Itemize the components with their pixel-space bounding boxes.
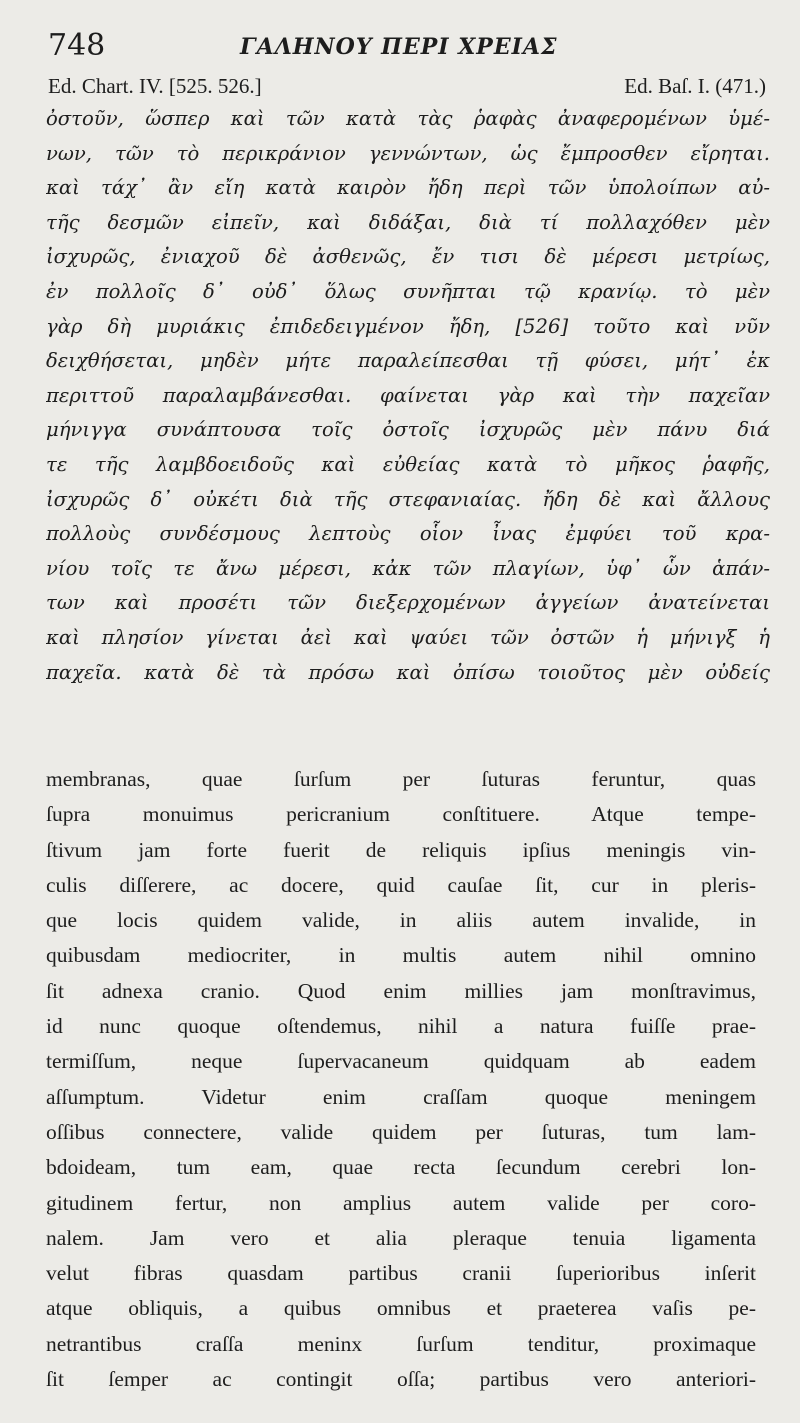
greek-text-line: ἐν πολλοῖς δ᾽ οὐδ᾽ ὅλως συνῆπται τῷ κρανίῳ. τὸ μὲν [46, 279, 770, 303]
page-number: 748 [48, 28, 106, 63]
latin-text-block [46, 762, 756, 1397]
greek-text-line: καὶ πλησίον γίνεται ἀεὶ καὶ ψαύει τῶν ὀστῶν ἡ μήνιγξ ἡ [46, 625, 770, 649]
greek-text-line: πολλοὺς συνδέσμους λεπτοὺς οἷον ἶνας ἐμφύει τοῦ κρα- [46, 522, 770, 546]
greek-text-line: ὀστοῦν, ὥσπερ καὶ τῶν κατὰ τὰς ῥαφὰς ἀναφερομένων ὑμέ- [46, 107, 770, 130]
greek-text-line: ἰσχυρῶς δ᾽ οὐκέτι διὰ τῆς στεφανιαίας. ἤδη δὲ καὶ ἄλλους [46, 487, 770, 511]
greek-text-line: γὰρ δὴ μυριάκις ἐπιδεδειγμένον ἤδη, [526] τοῦτο καὶ νῦν [46, 314, 770, 338]
edition-basel: Ed. Baſ. I. (471.) [624, 74, 766, 98]
greek-text-line: παχεῖα. κατὰ δὲ τὰ πρόσω καὶ ὀπίσω τοιοῦτος μὲν οὐδείς [46, 660, 770, 684]
latin-text-line: ſit adnexa cranio. Quod enim millies jam monſtravimus, [46, 978, 756, 1003]
greek-text-line: τε τῆς λαμβδοειδοῦς καὶ εὐθείας κατὰ τὸ μῆκος ῥαφῆς, [46, 452, 770, 476]
latin-text-line: que locis quidem valide, in aliis autem invalide, in [46, 908, 756, 933]
latin-text-line: ſtivum jam forte fuerit de reliquis ipſius meningis vin- [46, 837, 756, 862]
latin-text-line: culis diſſerere, ac docere, quid cauſae ſit, cur in pleris- [46, 872, 756, 897]
latin-text-line: netrantibus craſſa meninx ſurſum tenditur, proximaque [46, 1331, 756, 1356]
running-head [48, 28, 768, 68]
latin-text-line: quibusdam mediocriter, in multis autem nihil omnino [46, 943, 756, 968]
latin-text-line: gitudinem fertur, non amplius autem valide per coro- [46, 1190, 756, 1215]
latin-text-line: atque obliquis, a quibus omnibus et praeterea vaſis pe- [46, 1296, 756, 1321]
latin-text-line: aſſumptum. Videtur enim craſſam quoque meningem [46, 1084, 756, 1109]
edition-references [48, 74, 766, 104]
greek-text-line: περιττοῦ παραλαμβάνεσθαι. φαίνεται γὰρ καὶ τὴν παχεῖαν [46, 383, 770, 407]
greek-text-line: των καὶ προσέτι τῶν διεξερχομένων ἀγγείων ἀνατείνεται [46, 591, 770, 615]
edition-chartier: Ed. Chart. IV. [525. 526.] [48, 74, 262, 98]
greek-text-line: μήνιγγα συνάπτουσα τοῖς ὀστοῖς ἰσχυρῶς μὲν πάνυ διά [46, 418, 770, 442]
greek-text-line: τῆς δεσμῶν εἰπεῖν, καὶ διδάξαι, διὰ τί πολλαχόθεν μὲν [46, 210, 770, 234]
latin-text-line: ſupra monuimus pericranium conſtituere. Atque tempe- [46, 802, 756, 827]
greek-text-line: νων, τῶν τὸ περικράνιον γεννώντων, ὡς ἔμπροσθεν εἴρηται. [46, 141, 770, 165]
greek-text-line: ἰσχυρῶς, ἐνιαχοῦ δὲ ἀσθενῶς, ἔν τισι δὲ μέρεσι μετρίως, [46, 245, 770, 269]
latin-text-line: termiſſum, neque ſupervacaneum quidquam ab eadem [46, 1049, 756, 1074]
latin-text-line: oſſibus connectere, valide quidem per ſuturas, tum lam- [46, 1119, 756, 1144]
latin-text-line: id nunc quoque oſtendemus, nihil a natura fuiſſe prae- [46, 1014, 756, 1039]
greek-text-line: καὶ τάχ᾽ ἂν εἴη κατὰ καιρὸν ἤδη περὶ τῶν ὑπολοίπων αὐ- [46, 176, 770, 200]
latin-text-line: membranas, quae ſurſum per ſuturas feruntur, quas [46, 767, 756, 791]
latin-text-line: bdoideam, tum eam, quae recta ſecundum cerebri lon- [46, 1155, 756, 1180]
latin-text-line: nalem. Jam vero et alia pleraque tenuia ligamenta [46, 1225, 756, 1250]
latin-text-line: ſit ſemper ac contingit oſſa; partibus vero anteriori- [46, 1367, 756, 1392]
greek-text-line: νίου τοῖς τε ἄνω μέρεσι, κἀκ τῶν πλαγίων, ὑφ᾽ ὧν ἁπάν- [46, 556, 770, 580]
greek-text-line: δειχθήσεται, μηδὲν μήτε παραλείπεσθαι τῇ φύσει, μήτ᾽ ἐκ [46, 349, 770, 373]
latin-text-line: velut fibras quasdam partibus cranii ſuperioribus inſerit [46, 1261, 756, 1286]
greek-text-block [46, 102, 770, 690]
running-title: ΓΑΛΗΝΟΥ ΠΕΡΙ ΧΡΕΙΑΣ [240, 34, 558, 60]
